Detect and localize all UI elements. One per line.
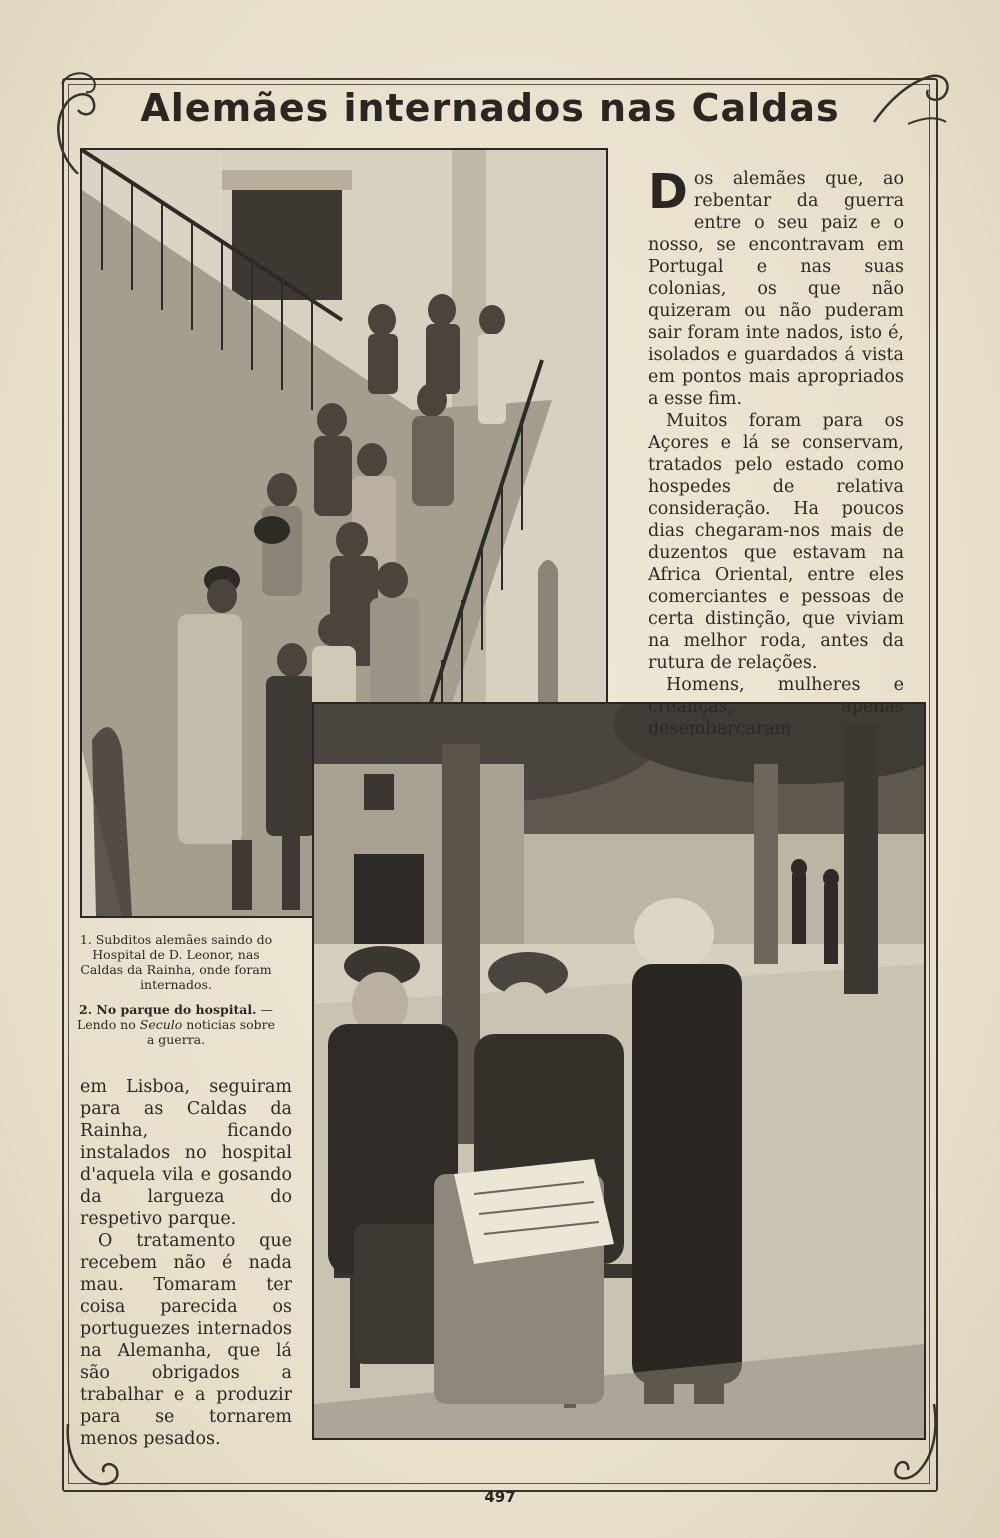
caption-photo-2-text-a: —Lendo no: [76, 1002, 273, 1032]
paragraph-homens: Homens, mulheres e creanças, apenas desembarcaram: [648, 675, 904, 739]
caption-photo-2-label: 2. No parque do hospital.: [79, 1002, 257, 1017]
photo-park-illustration: [314, 704, 924, 1438]
article-text-left-column: [80, 1076, 292, 1450]
photo-park-reading: [312, 702, 926, 1440]
article-text-right-column: [648, 164, 904, 740]
caption-photo-1: 1. Subditos alemães saindo do Hospital de D. Leonor, nas Caldas da Rainha, onde foram internados.: [79, 932, 273, 992]
caption-photo-2-italic: Seculo: [139, 1017, 183, 1032]
caption-photo-2: [76, 1002, 276, 1047]
photo-captions: [76, 932, 276, 1057]
paragraph-lisboa: em Lisboa, seguiram para as Caldas da Rainha, ficando instalados no hospital d'aquela vila e gosando da largueza do respetivo parque.: [80, 1077, 292, 1229]
top-right-ornament: [868, 62, 954, 132]
article-title: Alemães internados nas Caldas: [140, 86, 840, 130]
dropcap-letter: D: [648, 164, 688, 220]
paragraph-intro-text: os alemães que, ao rebentar da guerra entre o seu paiz e o nosso, se encontravam em Portugal e nas suas colonias, os que não quizeram ou não puderam sair foram inte nados, isto é, isolados e guardados á vista em pontos mais apropriados a esse fim.: [648, 169, 904, 409]
paragraph-acores: Muitos foram para os Açores e lá se conservam, tratados pelo estado como hospedes de relativa consideração. Ha poucos dias chegaram-nos mais de duzentos que estavam na Africa Oriental, entre eles comerciantes e pessoas de certa distinção, que viviam na melhor roda, antes da rutura de relações.: [648, 411, 904, 673]
page-number: 497: [484, 1488, 516, 1506]
paragraph-intro: [648, 164, 904, 410]
paragraph-tratamento: O tratamento que recebem não é nada mau. Tomaram ter coisa parecida os portuguezes internados na Alemanha, que lá são obrigados a trabalhar e a produzir para se tornarem menos pesados.: [80, 1231, 292, 1449]
caption-photo-2-text-b: noticias sobre a guerra.: [146, 1017, 276, 1047]
